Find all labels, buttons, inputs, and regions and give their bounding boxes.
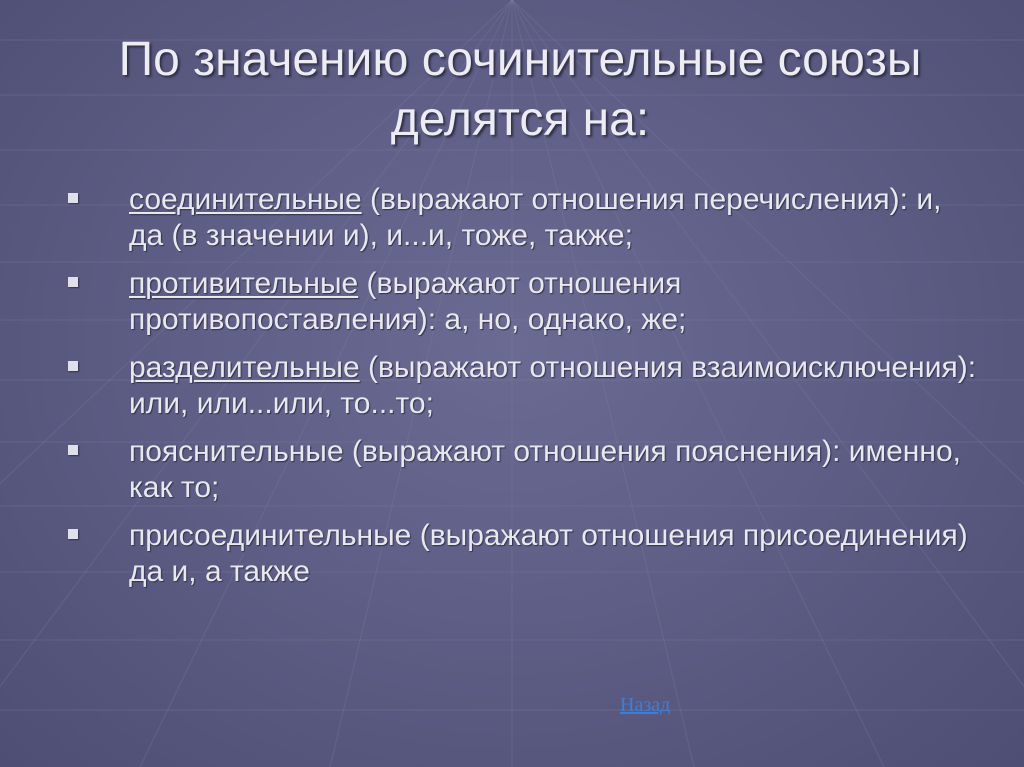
back-link[interactable]: Назад xyxy=(620,694,671,716)
bullet-text: (выражают отношения взаимоисключения): или, или...или, то...то; xyxy=(129,351,977,420)
slide-title: По значению сочинительные союзы делятся на: xyxy=(118,33,922,146)
bullet-list xyxy=(60,182,980,602)
bullet-term: пояснительные xyxy=(129,435,344,468)
square-bullet-icon xyxy=(68,361,78,371)
bullet-term: противительные xyxy=(129,267,359,300)
list-item xyxy=(60,518,980,590)
bullet-text: (выражают отношения присоединения) да и, а также xyxy=(129,519,968,588)
bullet-text: (выражают отношения противопоставления): а, но, однако, же; xyxy=(129,267,687,336)
list-item xyxy=(60,182,980,254)
bullet-text: (выражают отношения перечисления): и, да (в значении и), и...и, тоже, также; xyxy=(129,183,942,252)
square-bullet-icon xyxy=(68,529,78,539)
list-item xyxy=(60,350,980,422)
list-item xyxy=(60,434,980,506)
list-item xyxy=(60,266,980,338)
bullet-term: присоединительные xyxy=(129,519,412,552)
square-bullet-icon xyxy=(68,277,78,287)
bullet-term: разделительные xyxy=(129,351,360,384)
bullet-term: соединительные xyxy=(129,183,362,216)
square-bullet-icon xyxy=(68,445,78,455)
square-bullet-icon xyxy=(68,193,78,203)
bullet-text: (выражают отношения пояснения): именно, как то; xyxy=(129,435,961,504)
